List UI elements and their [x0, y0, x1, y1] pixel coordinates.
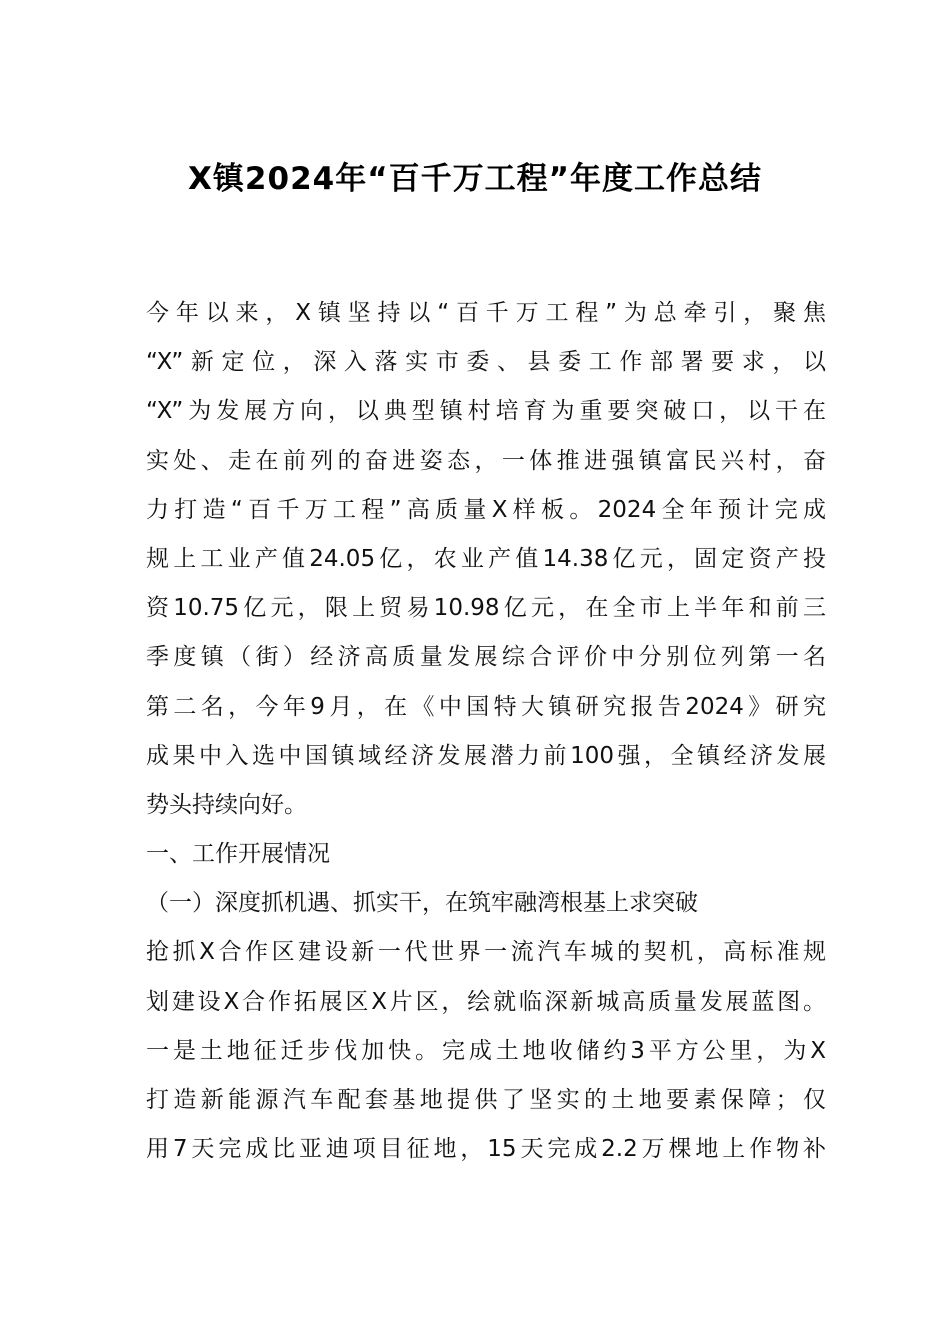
- body-line: “X”为发展方向，以典型镇村培育为重要突破口，以干在: [146, 398, 826, 425]
- body-line: 用7天完成比亚迪项目征地，15天完成2.2万棵地上作物补: [146, 1136, 826, 1163]
- body-line: 成果中入选中国镇域经济发展潜力前100强，全镇经济发展: [146, 742, 826, 769]
- body-line: 今年以来，X镇坚持以“百千万工程”为总牵引，聚焦: [146, 300, 826, 326]
- body-line: 抢抓X合作区建设新一代世界一流汽车城的契机，高标准规: [146, 939, 826, 966]
- body-line: 势头持续向好。: [146, 791, 307, 818]
- body-line: 划建设X合作拓展区X片区，绘就临深新城高质量发展蓝图。: [146, 988, 826, 1015]
- body-line: “X”新定位，深入落实市委、县委工作部署要求，以: [146, 349, 826, 376]
- subsection-heading: （一）深度抓机遇、抓实干，在筑牢融湾根基上求突破: [146, 890, 698, 917]
- body-line: 第二名，今年9月，在《中国特大镇研究报告2024》研究: [146, 693, 826, 720]
- body-line: 规上工业产值24.05亿，农业产值14.38亿元，固定资产投: [146, 545, 826, 572]
- body-line: 季度镇（街）经济高质量发展综合评价中分别位列第一名: [146, 644, 826, 671]
- body-line: 实处、走在前列的奋进姿态，一体推进强镇富民兴村，奋: [146, 447, 826, 474]
- section-heading: 一、工作开展情况: [146, 841, 330, 868]
- body-line: 打造新能源汽车配套基地提供了坚实的土地要素保障；仅: [146, 1087, 826, 1113]
- body-line: 力打造“百千万工程”高质量X样板。2024全年预计完成: [146, 496, 826, 523]
- document-body: [146, 289, 826, 1174]
- body-line: 一是土地征迁步伐加快。完成土地收储约3平方公里，为X: [146, 1037, 826, 1064]
- body-line: 资10.75亿元，限上贸易10.98亿元，在全市上半年和前三: [146, 595, 826, 622]
- document-title: X镇2024年“百千万工程”年度工作总结: [188, 161, 762, 197]
